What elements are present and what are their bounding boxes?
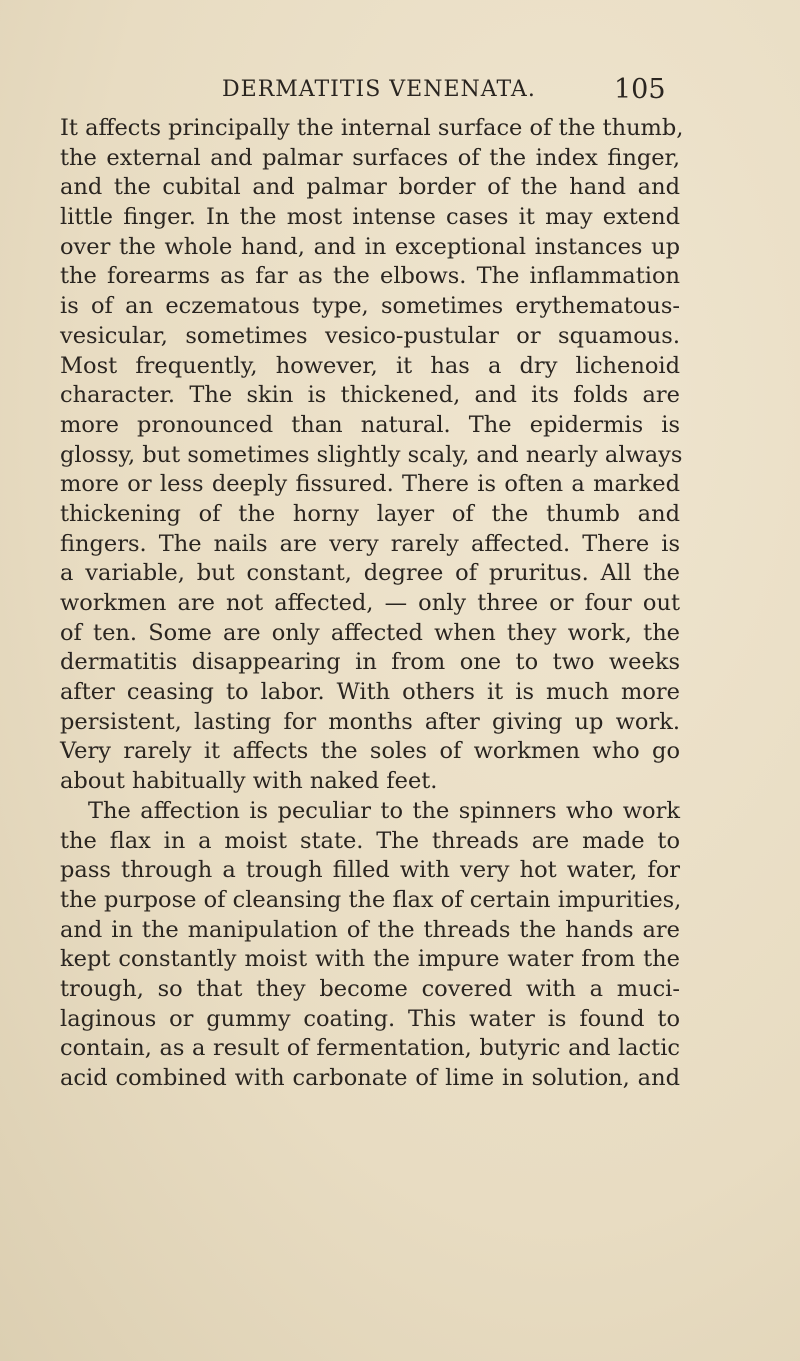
text-line: about habitually with naked feet.	[60, 768, 438, 795]
page-header	[0, 70, 800, 110]
text-line: pass through a trough filled with very hot water, for	[60, 857, 680, 884]
text-line: is of an eczematous type, sometimes erythematous-	[60, 293, 680, 320]
text-line: of ten. Some are only affected when they work, the	[60, 619, 680, 646]
text-line: more pronounced than natural. The epidermis is	[60, 411, 680, 438]
text-line: It affects principally the internal surface of the thumb,	[60, 115, 684, 141]
text-line: acid combined with carbonate of lime in solution, and	[60, 1065, 680, 1091]
text-line: after ceasing to labor. With others it is much more	[60, 679, 680, 706]
text-line: persistent, lasting for months after giving up work.	[60, 708, 680, 735]
text-line: The affection is peculiar to the spinners who work	[88, 797, 680, 824]
text-line: trough, so that they become covered with a muci-	[60, 975, 680, 1002]
text-line: and the cubital and palmar border of the hand and	[60, 174, 680, 201]
text-line: Very rarely it affects the soles of workmen who go	[60, 738, 680, 765]
text-line: over the whole hand, and in exceptional instances up	[60, 233, 680, 260]
text-line: kept constantly moist with the impure water from the	[60, 946, 680, 973]
text-line: character. The skin is thickened, and its folds are	[60, 382, 680, 409]
text-line: the purpose of cleansing the flax of certain impurities,	[60, 886, 682, 913]
text-line: and in the manipulation of the threads the hands are	[60, 916, 680, 943]
text-line: more or less deeply fissured. There is often a marked	[60, 471, 680, 498]
text-line: thickening of the horny layer of the thumb and	[60, 500, 680, 527]
text-line: fingers. The nails are very rarely affected. There is	[60, 530, 680, 557]
text-line: workmen are not affected, — only three or four out	[60, 590, 680, 616]
text-line: the forearms as far as the elbows. The inflammation	[60, 263, 680, 290]
text-line: a variable, but constant, degree of pruritus. All the	[60, 560, 680, 587]
text-line: the flax in a moist state. The threads are made to	[60, 827, 680, 854]
text-line: vesicular, sometimes vesico-pustular or squamous.	[60, 322, 680, 349]
running-head: DERMATITIS VENENATA.	[222, 77, 536, 102]
text-line: contain, as a result of fermentation, butyric and lactic	[60, 1035, 680, 1062]
text-line: glossy, but sometimes slightly scaly, and nearly always	[60, 441, 683, 468]
text-line: the external and palmar surfaces of the index finger,	[60, 144, 680, 171]
text-line: Most frequently, however, it has a dry lichenoid	[60, 352, 680, 379]
text-line: dermatitis disappearing in from one to two weeks	[60, 649, 680, 676]
body-text	[60, 114, 684, 1094]
page-number: 105	[614, 74, 666, 105]
text-line: little finger. In the most intense cases it may extend	[60, 204, 680, 231]
text-line: laginous or gummy coating. This water is found to	[60, 1005, 680, 1032]
